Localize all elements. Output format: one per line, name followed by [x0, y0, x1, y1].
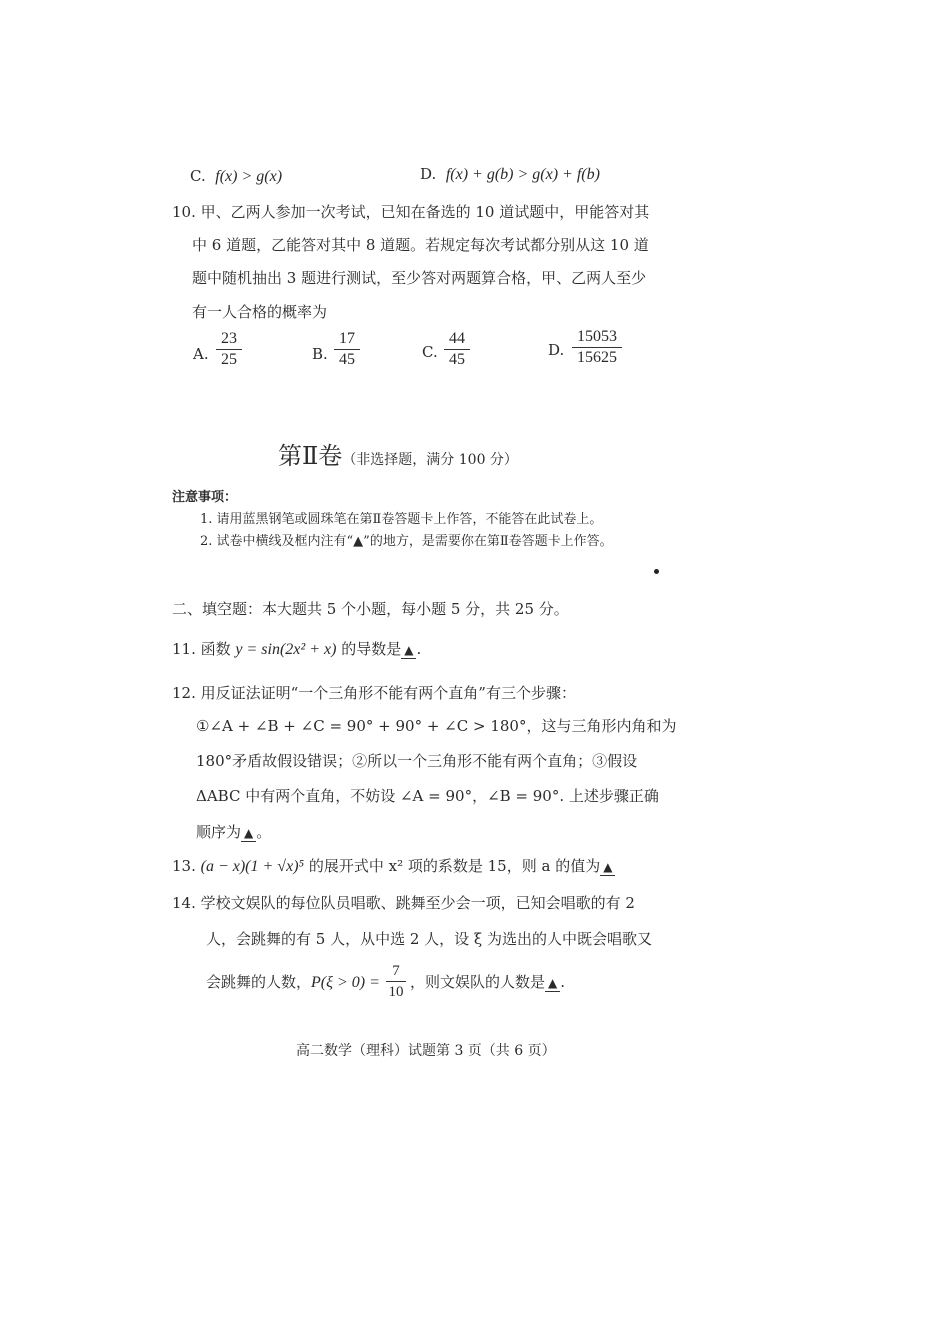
q13: 13. (a − x)(1 + √x)⁵ 的展开式中 x² 项的系数是 15，则 a 的值为 ▲	[172, 856, 615, 877]
q14-fraction: 7 10	[386, 962, 406, 1001]
q10-option-d-fraction: 15053 15625	[572, 328, 622, 367]
q12-answer-blank: ▲	[241, 825, 256, 842]
q10-line-2: 中 6 道题，乙能答对其中 8 道题。若规定每次考试都分别从这 10 道	[192, 236, 649, 254]
q11: 11. 函数 y = sin(2x² + x) 的导数是 ▲ .	[172, 640, 422, 658]
q12-line-4: ΔABC 中有两个直角，不妨设 ∠A = 90°，∠B = 90°. 上述步骤正确	[196, 787, 659, 805]
q10-option-a-fraction: 23 25	[216, 330, 242, 369]
q13-answer-blank: ▲	[600, 859, 615, 876]
q10-line-4: 有一人合格的概率为	[192, 303, 328, 321]
q10-line-3: 题中随机抽出 3 题进行测试，至少答对两题算合格，甲、乙两人至少	[192, 269, 647, 287]
q10-option-c-fraction: 44 45	[444, 330, 470, 369]
q10-option-a-label: A.	[193, 345, 209, 363]
stray-dot	[654, 569, 659, 574]
q14-line-3-end: ，则文娱队的人数是 ▲ .	[410, 973, 566, 991]
q12-line-1: 12. 用反证法证明“一个三角形不能有两个直角”有三个步骤：	[172, 684, 576, 702]
q14-line-3: 会跳舞的人数，P(ξ > 0) =	[206, 973, 380, 991]
q12-line-2: ①∠A + ∠B + ∠C = 90° + 90° + ∠C > 180°，这与三角形内角和为	[196, 717, 677, 735]
q10-option-b-fraction: 17 45	[334, 330, 360, 369]
q9-option-d: D. f(x) + g(b) > g(x) + f(b)	[420, 165, 600, 183]
q10-option-d-label: D.	[548, 341, 565, 359]
q11-answer-blank: ▲	[401, 642, 416, 659]
q10-line-1: 10. 甲、乙两人参加一次考试，已知在备选的 10 道试题中，甲能答对其	[172, 203, 650, 221]
notice-item-2: 2. 试卷中横线及框内注有“▲”的地方，是需要你在第Ⅱ卷答题卡上作答。	[200, 534, 613, 549]
q14-answer-blank: ▲	[545, 975, 560, 992]
q14-line-2: 人，会跳舞的有 5 人，从中选 2 人，设 ξ 为选出的人中既会唱歌又	[206, 930, 652, 948]
q12-line-5: 顺序为 ▲ 。	[196, 823, 272, 841]
section-2-heading: 二、填空题：本大题共 5 个小题，每小题 5 分，共 25 分。	[172, 600, 569, 618]
q10-option-c-label: C.	[422, 343, 438, 361]
notice-item-1: 1. 请用蓝黑钢笔或圆珠笔在第Ⅱ卷答题卡上作答，不能答在此试卷上。	[200, 512, 603, 527]
q9-option-c: C. f(x) > g(x)	[190, 167, 283, 185]
q14-line-1: 14. 学校文娱队的每位队员唱歌、跳舞至少会一项，已知会唱歌的有 2	[172, 894, 635, 912]
notice-title: 注意事项：	[172, 490, 238, 505]
part2-title: 第Ⅱ卷（非选择题，满分 100 分）	[278, 442, 518, 470]
page-footer: 高二数学（理科）试题第 3 页（共 6 页）	[296, 1043, 556, 1059]
q12-line-3: 180°矛盾故假设错误；②所以一个三角形不能有两个直角；③假设	[196, 752, 638, 770]
q10-option-b-label: B.	[312, 345, 328, 363]
